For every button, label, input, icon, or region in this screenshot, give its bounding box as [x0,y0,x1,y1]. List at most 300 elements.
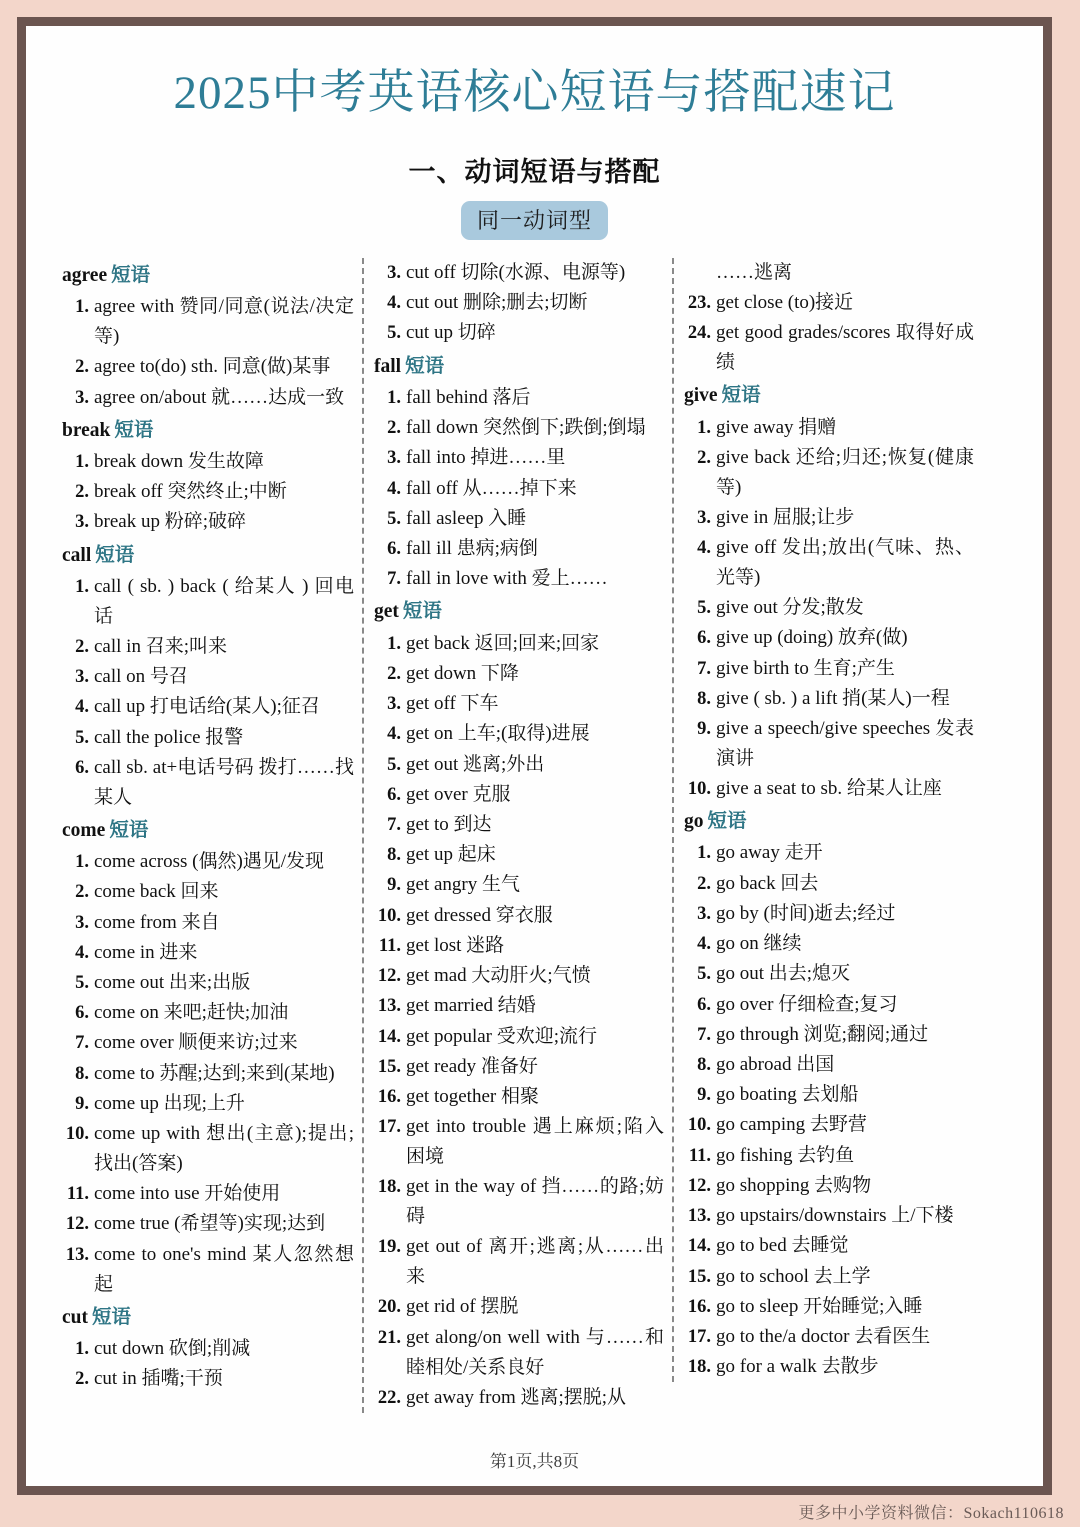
phrase-entry [62,692,354,722]
entry-text: get mad 大动肝火;气愤 [406,965,591,987]
entry-text: call in 召来;叫来 [94,635,227,657]
verb-name: come [62,819,106,841]
phrase-entry [684,869,974,899]
entry-text: get popular 受欢迎;流行 [406,1025,598,1047]
entry-text: ……逃离 [716,262,793,284]
entry-number: 1. [75,576,89,597]
entry-text: call on 号召 [94,666,188,688]
entry-number: 17. [377,1117,401,1138]
entry-number: 1. [697,843,711,864]
entry-number: 2. [75,357,89,378]
phrase-entry [62,1059,354,1089]
entry-text: get up 起床 [406,844,496,866]
phrase-entry [62,447,354,477]
entry-text: break up 粉碎;破碎 [94,511,246,533]
entry-number: 22. [377,1387,401,1408]
entry-number: 8. [697,1054,711,1075]
entry-number: 4. [75,942,89,963]
entry-number: 2. [75,636,89,657]
verb-group-heading [374,597,664,626]
entry-number: 20. [377,1297,401,1318]
entry-text: cut off 切除(水源、电源等) [406,262,626,284]
phrase-entry [684,990,974,1020]
entry-text: go for a walk 去散步 [716,1356,879,1378]
phrase-entry [684,1322,974,1352]
entry-number: 4. [697,538,711,559]
phrase-entry [684,1292,974,1322]
verb-name: cut [62,1306,88,1328]
entry-number: 13. [377,996,401,1017]
phrase-entry [62,1028,354,1058]
verb-group-label: 短语 [405,355,445,377]
entry-number: 5. [387,754,401,775]
phrase-entry [374,719,664,749]
phrase-entry [374,901,664,931]
verb-name: go [684,811,704,833]
verb-group-label: 短语 [707,811,747,833]
entry-text: get into trouble 遇上麻烦;陷入困境 [406,1116,664,1168]
entry-number: 11. [66,1184,89,1205]
verb-group-label: 短语 [92,1306,132,1328]
phrase-entry [62,352,354,382]
entry-number: 12. [687,1175,711,1196]
entry-text: get down 下降 [406,662,519,684]
phrase-entry [62,998,354,1028]
verb-group-heading [62,816,354,845]
entry-number: 10. [377,905,401,926]
entry-number: 18. [377,1177,401,1198]
phrase-entry [374,564,664,594]
phrase-entry [374,443,664,473]
entry-text: get close (to)接近 [716,292,854,314]
entry-text: come up with 想出(主意);提出;找出(答案) [94,1123,354,1175]
entry-text: go to the/a doctor 去看医生 [716,1325,931,1347]
phrase-entry [684,1171,974,1201]
verb-group-heading [374,352,664,381]
verb-group-label: 短语 [402,601,442,623]
entry-number: 2. [75,882,89,903]
phrase-entry [62,877,354,907]
entry-number: 9. [75,1093,89,1114]
entry-text: give birth to 生育;产生 [716,657,895,679]
phrase-entry [374,1022,664,1052]
phrase-entry [374,383,664,413]
phrase-entry [684,443,974,503]
entry-number: 16. [377,1087,401,1108]
entry-number: 23. [687,293,711,314]
phrase-entry [374,810,664,840]
phrase-entry [684,533,974,593]
entry-text: go away 走开 [716,842,823,864]
entry-text: give ( sb. ) a lift 捎(某人)一程 [716,687,950,709]
phrase-entry [684,288,974,318]
verb-group-label: 短语 [111,265,151,287]
entry-number: 6. [387,784,401,805]
entry-number: 7. [387,569,401,590]
entry-text: get over 克服 [406,783,511,805]
phrase-entry [62,1209,354,1239]
entry-number: 2. [75,482,89,503]
entry-text: come in 进来 [94,941,198,963]
phrase-entry [684,258,974,288]
entry-number: 15. [687,1266,711,1287]
entry-number: 6. [75,757,89,778]
phrase-entry [374,413,664,443]
verb-group-label: 短语 [109,819,149,841]
phrase-entry [374,629,664,659]
entry-number: 1. [387,387,401,408]
entry-text: come across (偶然)遇见/发现 [94,851,325,873]
entry-text: go on 继续 [716,933,802,955]
entry-number: 7. [697,1024,711,1045]
entry-text: get away from 逃离;摆脱;从 [406,1386,627,1408]
entry-text: get rid of 摆脱 [406,1296,519,1318]
entry-number: 4. [387,293,401,314]
entry-number: 7. [75,1033,89,1054]
entry-number: 3. [697,507,711,528]
entry-number: 11. [688,1145,711,1166]
phrase-entry [684,503,974,533]
status-badge: 同一动词型 [461,201,608,240]
entry-number: 7. [387,815,401,836]
entry-number: 5. [387,323,401,344]
entry-text: get angry 生气 [406,874,520,896]
phrase-entry [684,1231,974,1261]
verb-name: call [62,544,92,566]
phrase-entry [374,750,664,780]
phrase-entry [62,753,354,813]
entry-text: get lost 迷路 [406,934,505,956]
entry-number: 4. [75,697,89,718]
phrase-columns [52,258,1017,1413]
phrase-entry [374,1172,664,1232]
entry-number: 5. [75,727,89,748]
phrase-entry [684,929,974,959]
entry-number: 3. [75,512,89,533]
entry-text: get dressed 穿衣服 [406,904,553,926]
entry-text: go camping 去野营 [716,1114,867,1136]
entry-text: cut in 插嘴;干预 [94,1368,223,1390]
entry-text: go by (时间)逝去;经过 [716,902,896,924]
entry-text: agree on/about 就……达成一致 [94,386,345,408]
entry-text: get to 到达 [406,814,492,836]
entry-number: 3. [75,667,89,688]
entry-number: 14. [687,1236,711,1257]
entry-number: 8. [387,845,401,866]
entry-text: get along/on well with 与……和睦相处/关系良好 [406,1326,664,1378]
entry-text: agree with 赞同/同意(说法/决定等) [94,296,354,348]
entry-text: fall behind 落后 [406,386,531,408]
entry-number: 5. [697,964,711,985]
entry-number: 15. [377,1056,401,1077]
phrase-entry [62,908,354,938]
entry-number: 6. [697,628,711,649]
entry-text: fall off 从……掉下来 [406,477,577,499]
entry-text: go over 仔细检查;复习 [716,993,898,1015]
entry-text: get out of 离开;逃离;从……出来 [406,1236,664,1288]
entry-number: 3. [387,263,401,284]
phrase-entry [374,1383,664,1413]
entry-text: cut down 砍倒;削减 [94,1337,251,1359]
phrase-entry [684,1110,974,1140]
phrase-entry [62,292,354,352]
entry-number: 1. [75,452,89,473]
entry-text: give a speech/give speeches 发表演讲 [716,717,974,769]
entry-number: 17. [687,1326,711,1347]
entry-text: get together 相聚 [406,1086,539,1108]
entry-number: 5. [75,972,89,993]
entry-text: call up 打电话给(某人);征召 [94,696,320,718]
entry-number: 2. [697,447,711,468]
entry-text: get good grades/scores 取得好成绩 [716,322,974,374]
entry-number: 4. [697,934,711,955]
phrase-entry [684,1262,974,1292]
entry-text: go to school 去上学 [716,1265,871,1287]
phrase-entry [62,572,354,632]
phrase-entry [62,1364,354,1394]
phrase-entry [374,931,664,961]
entry-number: 10. [65,1124,89,1145]
entry-text: come to 苏醒;达到;来到(某地) [94,1062,335,1084]
entry-text: come from 来自 [94,911,220,933]
entry-number: 13. [65,1244,89,1265]
entry-number: 3. [387,694,401,715]
phrase-entry [374,534,664,564]
phrase-entry [684,838,974,868]
entry-number: 14. [377,1026,401,1047]
entry-text: get out 逃离;外出 [406,753,545,775]
phrase-entry [374,840,664,870]
phrase-entry [684,1020,974,1050]
verb-group-heading [684,381,974,410]
section-title: 一、动词短语与搭配 [408,157,661,188]
entry-number: 4. [387,724,401,745]
phrase-entry [62,477,354,507]
entry-number: 5. [387,508,401,529]
entry-text: go to bed 去睡觉 [716,1235,849,1257]
entry-text: give away 捐赠 [716,416,837,438]
phrase-entry [684,1080,974,1110]
entry-text: get back 返回;回来;回家 [406,632,600,654]
phrase-entry [374,474,664,504]
entry-number: 5. [697,598,711,619]
entry-text: go shopping 去购物 [716,1174,872,1196]
phrase-entry [374,659,664,689]
phrase-entry [374,1323,664,1383]
entry-text: fall down 突然倒下;跌倒;倒塌 [406,417,646,439]
phrase-entry [684,774,974,804]
phrase-entry [684,959,974,989]
phrase-entry [374,991,664,1021]
entry-text: come on 来吧;赶快;加油 [94,1002,289,1024]
entry-text: cut up 切碎 [406,322,496,344]
entry-number: 4. [387,478,401,499]
badge-container [52,201,1017,240]
phrase-entry [374,780,664,810]
entry-number: 10. [687,778,711,799]
phrase-entry [62,938,354,968]
entry-number: 24. [687,323,711,344]
entry-text: give in 屈服;让步 [716,506,855,528]
entry-text: give out 分发;散发 [716,597,864,619]
entry-text: come out 出来;出版 [94,971,251,993]
entry-number: 3. [697,903,711,924]
phrase-entry [684,623,974,653]
verb-group-label: 短语 [95,544,135,566]
entry-text: go back 回去 [716,872,819,894]
column-2 [362,258,672,1413]
phrase-entry [684,1352,974,1382]
entry-number: 6. [697,994,711,1015]
entry-number: 1. [75,297,89,318]
phrase-entry [684,714,974,774]
entry-text: give back 还给;归还;恢复(健康等) [716,446,974,498]
verb-name: break [62,419,111,441]
entry-number: 8. [697,688,711,709]
phrase-entry [684,684,974,714]
phrase-entry [684,899,974,929]
entry-text: come back 回来 [94,881,219,903]
entry-text: give a seat to sb. 给某人让座 [716,777,942,799]
entry-number: 3. [75,387,89,408]
entry-number: 2. [697,873,711,894]
phrase-entry [62,1089,354,1119]
entry-text: go out 出去;熄灭 [716,963,851,985]
entry-number: 3. [387,448,401,469]
entry-text: call sb. at+电话号码 拨打……找某人 [94,756,354,808]
verb-group-heading [684,807,974,836]
phrase-entry [62,1179,354,1209]
phrase-entry [374,288,664,318]
entry-text: go boating 去划船 [716,1084,859,1106]
entry-text: call ( sb. ) back ( 给某人 ) 回电话 [94,575,354,627]
verb-name: fall [374,355,402,377]
phrase-entry [62,662,354,692]
phrase-entry [684,318,974,378]
phrase-entry [374,870,664,900]
entry-number: 6. [75,1003,89,1024]
verb-name: agree [62,265,108,287]
entry-text: fall asleep 入睡 [406,507,527,529]
entry-number: 3. [75,912,89,933]
phrase-entry [62,632,354,662]
verb-group-heading [62,416,354,445]
verb-group-heading [62,541,354,570]
entry-text: come to one's mind 某人忽然想起 [94,1243,354,1295]
phrase-entry [684,593,974,623]
phrase-entry [374,258,664,288]
phrase-entry [62,1119,354,1179]
verb-group-label: 短语 [114,419,154,441]
entry-number: 12. [65,1214,89,1235]
phrase-entry [374,1292,664,1322]
phrase-entry [374,504,664,534]
entry-text: get on 上车;(取得)进展 [406,723,590,745]
entry-number: 9. [697,1085,711,1106]
entry-text: fall into 掉进……里 [406,447,566,469]
phrase-entry [374,318,664,348]
entry-text: break down 发生故障 [94,451,264,473]
phrase-entry [374,1112,664,1172]
entry-text: come up 出现;上升 [94,1092,245,1114]
entry-text: get in the way of 挡……的路;妨碍 [406,1176,664,1228]
phrase-entry [62,1240,354,1300]
phrase-entry [374,689,664,719]
entry-number: 9. [697,718,711,739]
entry-text: give up (doing) 放弃(做) [716,627,908,649]
entry-text: cut out 删除;删去;切断 [406,292,588,314]
entry-text: come true (希望等)实现;达到 [94,1213,326,1235]
verb-name: get [374,601,399,623]
entry-number: 1. [75,852,89,873]
entry-number: 12. [377,966,401,987]
page-frame [17,17,1052,1495]
phrase-entry [684,1050,974,1080]
entry-number: 2. [387,418,401,439]
entry-text: fall in love with 爱上…… [406,568,608,590]
phrase-entry [62,847,354,877]
entry-number: 13. [687,1206,711,1227]
column-1 [52,258,362,1394]
entry-text: agree to(do) sth. 同意(做)某事 [94,356,331,378]
entry-text: fall ill 患病;病倒 [406,538,538,560]
column-3 [672,258,982,1382]
phrase-entry [684,413,974,443]
entry-number: 21. [377,1327,401,1348]
entry-number: 19. [377,1237,401,1258]
phrase-entry [62,968,354,998]
phrase-entry [374,961,664,991]
entry-text: go abroad 出国 [716,1053,835,1075]
entry-number: 11. [378,935,401,956]
entry-text: go through 浏览;翻阅;通过 [716,1023,929,1045]
phrase-entry [62,383,354,413]
phrase-entry [62,1334,354,1364]
entry-text: get married 结婚 [406,995,536,1017]
entry-number: 2. [75,1369,89,1390]
phrase-entry [684,1141,974,1171]
page-number: 第1页,共8页 [489,1452,580,1471]
entry-number: 2. [387,663,401,684]
entry-number: 1. [387,633,401,654]
entry-number: 9. [387,875,401,896]
verb-group-label: 短语 [721,385,761,407]
phrase-entry [62,723,354,753]
entry-text: get off 下车 [406,693,499,715]
entry-text: come into use 开始使用 [94,1183,281,1205]
page-title: 2025中考英语核心短语与搭配速记 [173,67,896,119]
verb-name: give [684,385,718,407]
phrase-entry [684,654,974,684]
entry-text: break off 突然终止;中断 [94,481,287,503]
entry-number: 6. [387,539,401,560]
verb-group-heading [62,261,354,290]
entry-number: 7. [697,658,711,679]
page-content [26,26,1043,1486]
phrase-entry [62,507,354,537]
entry-number: 1. [697,417,711,438]
entry-text: get ready 准备好 [406,1055,538,1077]
entry-text: go upstairs/downstairs 上/下楼 [716,1205,954,1227]
entry-number: 10. [687,1115,711,1136]
entry-text: go to sleep 开始睡觉;入睡 [716,1295,923,1317]
phrase-entry [374,1052,664,1082]
entry-text: give off 发出;放出(气味、热、光等) [716,537,974,589]
entry-text: call the police 报警 [94,726,244,748]
entry-text: go fishing 去钓鱼 [716,1144,855,1166]
entry-number: 8. [75,1063,89,1084]
phrase-entry [684,1201,974,1231]
